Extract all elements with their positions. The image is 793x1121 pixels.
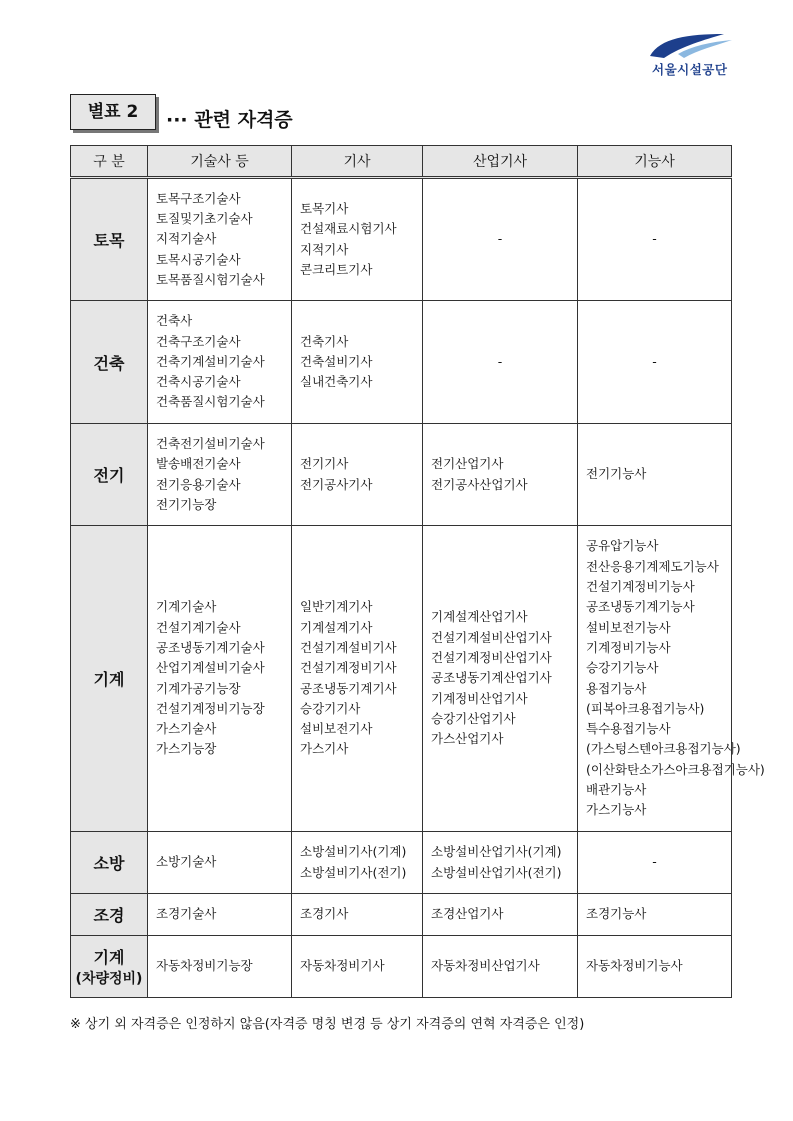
category-cell xyxy=(71,832,148,894)
table-row xyxy=(71,178,732,301)
certificate-item: (피복아크용접기능사) xyxy=(586,700,705,716)
certificate-item: 기계가공기능장 xyxy=(156,680,241,696)
category-cell xyxy=(71,178,148,301)
industrial-engineer-cell xyxy=(423,178,578,301)
certificate-item: 전기응용기술사 xyxy=(156,476,241,492)
category-label: 소방 xyxy=(93,854,125,873)
certificate-item: 건설기계설비산업기사 xyxy=(431,629,552,645)
certificate-item: - xyxy=(652,353,657,369)
certificate-item: 토질및기초기술사 xyxy=(156,211,253,227)
certificate-item: 건축시공기술사 xyxy=(156,374,241,390)
certificate-item: 가스기술사 xyxy=(156,721,217,737)
certificate-item: 실내건축기사 xyxy=(300,374,373,390)
certificate-item: 건축기사 xyxy=(300,333,349,349)
certificate-item: 특수용접기능사 xyxy=(586,721,671,737)
category-label: 기계 xyxy=(93,948,125,967)
certificate-item: 공조냉동기계기술사 xyxy=(156,639,265,655)
certificate-item: 기계설계산업기사 xyxy=(431,609,528,625)
certificate-item: 토목기사 xyxy=(300,200,349,216)
certificate-item: 건축품질시험기술사 xyxy=(156,394,265,410)
industrial-engineer-cell xyxy=(423,894,578,936)
certificate-item: 전기산업기사 xyxy=(431,456,504,472)
certificate-item: 전기공사산업기사 xyxy=(431,476,528,492)
certificate-item: (이산화탄소가스아크용접기능사) xyxy=(586,761,765,777)
certificate-item: 건설재료시험기사 xyxy=(300,221,397,237)
certificate-item: 건설기계정비산업기사 xyxy=(431,650,552,666)
certificate-item: 자동차정비기사 xyxy=(300,958,385,974)
certificate-item: 공조냉동기계산업기사 xyxy=(431,670,552,686)
certificate-item: 지적기술사 xyxy=(156,231,217,247)
certificate-item: - xyxy=(497,231,503,247)
certificate-item: 소방설비기사(전기) xyxy=(300,864,407,880)
professional-cell xyxy=(148,832,292,894)
industrial-engineer-cell xyxy=(423,526,578,832)
table-row xyxy=(71,894,732,936)
category-label: 건축 xyxy=(93,353,125,373)
certificate-item: 가스산업기사 xyxy=(431,731,504,747)
certificate-item: - xyxy=(652,231,657,247)
header-industrial-engineer: 산업기사 xyxy=(423,146,578,178)
craftsman-cell xyxy=(578,832,732,894)
certificate-item: 배관기능사 xyxy=(586,781,647,797)
certificate-item: 기계정비산업기사 xyxy=(431,690,528,706)
certificate-item: 전기기능사 xyxy=(586,466,647,482)
certificate-item: 건설기계기술사 xyxy=(156,619,241,635)
certificate-item: 기계기술사 xyxy=(156,599,217,615)
certificate-item: 건축구조기술사 xyxy=(156,333,241,349)
page-title-text: ··· 관련 자격증 xyxy=(166,109,293,131)
professional-cell xyxy=(148,178,292,301)
certificate-item: 소방설비산업기사(전기) xyxy=(431,864,562,880)
certificate-item: 전기공사기사 xyxy=(300,476,373,492)
engineer-cell xyxy=(292,894,423,936)
category-label: 토목 xyxy=(93,231,125,250)
engineer-cell xyxy=(292,936,423,998)
category-label: 전기 xyxy=(93,466,125,485)
certificate-item: 승강기산업기사 xyxy=(431,710,516,726)
certificate-item: 설비보전기사 xyxy=(300,721,373,737)
category-cell xyxy=(71,301,148,424)
table-row xyxy=(71,301,732,424)
table-row xyxy=(71,936,732,998)
certificate-item: 가스기능사 xyxy=(586,802,647,818)
certificate-item: (가스텅스텐아크용접기능사) xyxy=(586,741,741,757)
craftsman-cell xyxy=(578,936,732,998)
certificate-item: 자동차정비기능사 xyxy=(586,958,683,974)
certificate-item: 조경산업기사 xyxy=(431,906,504,922)
certificate-item: 승강기기능사 xyxy=(586,660,659,676)
certificate-item: 소방기술사 xyxy=(156,854,217,870)
certificate-item: 조경기능사 xyxy=(586,906,647,922)
table-header-row xyxy=(71,146,732,178)
page-title xyxy=(70,94,670,134)
certificate-item: 건설기계정비기능장 xyxy=(156,700,265,716)
industrial-engineer-cell xyxy=(423,301,578,424)
industrial-engineer-cell xyxy=(423,424,578,526)
category-cell xyxy=(71,526,148,832)
header-engineer: 기사 xyxy=(292,146,423,178)
industrial-engineer-cell xyxy=(423,936,578,998)
certificate-item: 발송배전기술사 xyxy=(156,456,241,472)
header-craftsman: 기능사 xyxy=(578,146,732,178)
header-professional: 기술사 등 xyxy=(148,146,292,178)
table-row xyxy=(71,526,732,832)
craftsman-cell xyxy=(578,301,732,424)
engineer-cell xyxy=(292,832,423,894)
engineer-cell xyxy=(292,301,423,424)
professional-cell xyxy=(148,301,292,424)
org-logo xyxy=(640,32,750,82)
certificate-item: 기계정비기능사 xyxy=(586,639,671,655)
certificate-item: 공조냉동기계기사 xyxy=(300,680,397,696)
certificate-item: 토목시공기술사 xyxy=(156,251,241,267)
category-label: 조경 xyxy=(93,906,125,925)
wave-logo-icon xyxy=(648,32,734,60)
certificate-item: 일반기계기사 xyxy=(300,599,373,615)
certificate-item: 콘크리트기사 xyxy=(300,261,373,277)
certificate-item: 승강기기사 xyxy=(300,700,361,716)
certificate-item: 설비보전기능사 xyxy=(586,619,671,635)
appendix-label: 별표 2 xyxy=(70,94,156,130)
certificate-item: 공유압기능사 xyxy=(586,538,659,554)
certificate-item: 자동차정비산업기사 xyxy=(431,958,540,974)
table-row xyxy=(71,832,732,894)
certificate-item: 산업기계설비기술사 xyxy=(156,660,265,676)
category-label: 기계 xyxy=(93,670,125,689)
certificate-item: 토목품질시험기술사 xyxy=(156,271,265,287)
category-sublabel: (차량정비) xyxy=(75,971,143,987)
professional-cell xyxy=(148,936,292,998)
certificate-item: 건축전기설비기술사 xyxy=(156,435,265,451)
certificate-item: 조경기사 xyxy=(300,906,349,922)
certificate-item: 가스기사 xyxy=(300,741,349,757)
certificate-item: 전산응용기계제도기능사 xyxy=(586,558,719,574)
certificate-item: 전기기사 xyxy=(300,456,349,472)
header-category: 구 분 xyxy=(71,146,148,178)
craftsman-cell xyxy=(578,526,765,832)
table-row xyxy=(71,424,732,526)
certificate-item: 건축설비기사 xyxy=(300,353,373,369)
certificate-item: 자동차정비기능장 xyxy=(156,958,253,974)
category-cell xyxy=(71,894,148,936)
professional-cell xyxy=(148,894,292,936)
professional-cell xyxy=(148,424,292,526)
certificate-item: 소방설비산업기사(기계) xyxy=(431,844,562,860)
industrial-engineer-cell xyxy=(423,832,578,894)
certificate-table xyxy=(70,145,765,998)
certificate-item: 공조냉동기계기능사 xyxy=(586,599,695,615)
certificate-item: 건설기계설비기사 xyxy=(300,639,397,655)
certificate-item: 가스기능장 xyxy=(156,741,217,757)
org-name: 서울시설공단 xyxy=(652,62,728,77)
craftsman-cell xyxy=(578,178,732,301)
professional-cell xyxy=(148,526,292,832)
certificate-item: 소방설비기사(기계) xyxy=(300,844,407,860)
certificate-item: 전기기능장 xyxy=(156,496,217,512)
certificate-item: 건설기계정비기능사 xyxy=(586,579,695,595)
certificate-item: 건축사 xyxy=(156,313,193,329)
craftsman-cell xyxy=(578,424,732,526)
category-cell xyxy=(71,936,148,998)
certificate-item: - xyxy=(652,854,657,870)
certificate-item: 기계설계기사 xyxy=(300,619,373,635)
engineer-cell xyxy=(292,424,423,526)
craftsman-cell xyxy=(578,894,732,936)
certificate-item: 조경기술사 xyxy=(156,906,217,922)
certificate-item: 용접기능사 xyxy=(586,680,647,696)
certificate-item: 토목구조기술사 xyxy=(156,190,241,206)
category-cell xyxy=(71,424,148,526)
engineer-cell xyxy=(292,178,423,301)
engineer-cell xyxy=(292,526,423,832)
certificate-item: 건축기계설비기술사 xyxy=(156,353,265,369)
certificate-item: 건설기계정비기사 xyxy=(300,660,397,676)
certificate-item: - xyxy=(497,353,503,369)
certificate-item: 지적기사 xyxy=(300,241,349,257)
footnote: ※ 상기 외 자격증은 인정하지 않음(자격증 명칭 변경 등 상기 자격증의 연혁 자격증은 인정) xyxy=(70,1017,585,1032)
